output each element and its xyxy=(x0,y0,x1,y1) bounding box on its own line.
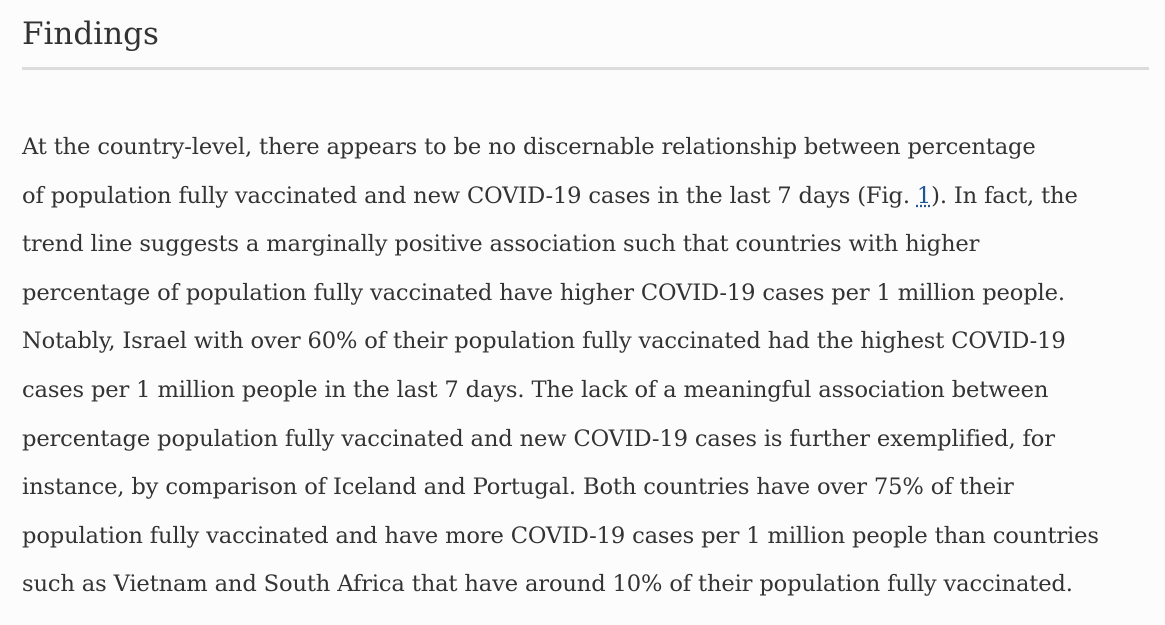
paragraph-line xyxy=(22,512,1149,561)
paragraph-line xyxy=(22,560,1149,609)
line-text: At the country-level, there appears to be no discernable relationship between percentage xyxy=(22,134,1036,160)
section-heading: Findings xyxy=(22,16,159,52)
line-text: instance, by comparison of Iceland and Portugal. Both countries have over 75% of their xyxy=(22,474,1014,501)
line-text: population fully vaccinated and have more COVID-19 cases per 1 million people than countries xyxy=(22,522,1099,549)
figure-1-link[interactable]: 1 xyxy=(916,182,932,209)
findings-section xyxy=(22,0,1149,609)
heading-divider xyxy=(22,67,1149,70)
line-text: of population fully vaccinated and new COVID-19 cases in the last 7 days (Fig. xyxy=(22,182,917,209)
line-text: percentage population fully vaccinated and new COVID-19 cases is further exemplified, for xyxy=(22,425,1055,452)
paragraph-line xyxy=(22,123,1149,172)
paragraph-line xyxy=(22,269,1149,318)
paragraph-line xyxy=(22,317,1149,366)
line-text: cases per 1 million people in the last 7 days. The lack of a meaningful association between xyxy=(22,376,1049,403)
line-text: Notably, Israel with over 60% of their population fully vaccinated had the highest COVID-19 xyxy=(22,328,1066,355)
paragraph-line xyxy=(22,172,1149,221)
paragraph-line xyxy=(22,463,1149,512)
findings-paragraph xyxy=(22,123,1149,609)
line-text: such as Vietnam and South Africa that have around 10% of their population fully vaccinated. xyxy=(22,571,1073,598)
paragraph-line xyxy=(22,366,1149,415)
line-text: trend line suggests a marginally positive association such that countries with higher xyxy=(22,231,980,258)
paragraph-line xyxy=(22,415,1149,464)
line-text: ). In fact, the xyxy=(931,182,1078,209)
line-text: percentage of population fully vaccinated have higher COVID-19 cases per 1 million people. xyxy=(22,279,1065,306)
paragraph-line xyxy=(22,220,1149,269)
